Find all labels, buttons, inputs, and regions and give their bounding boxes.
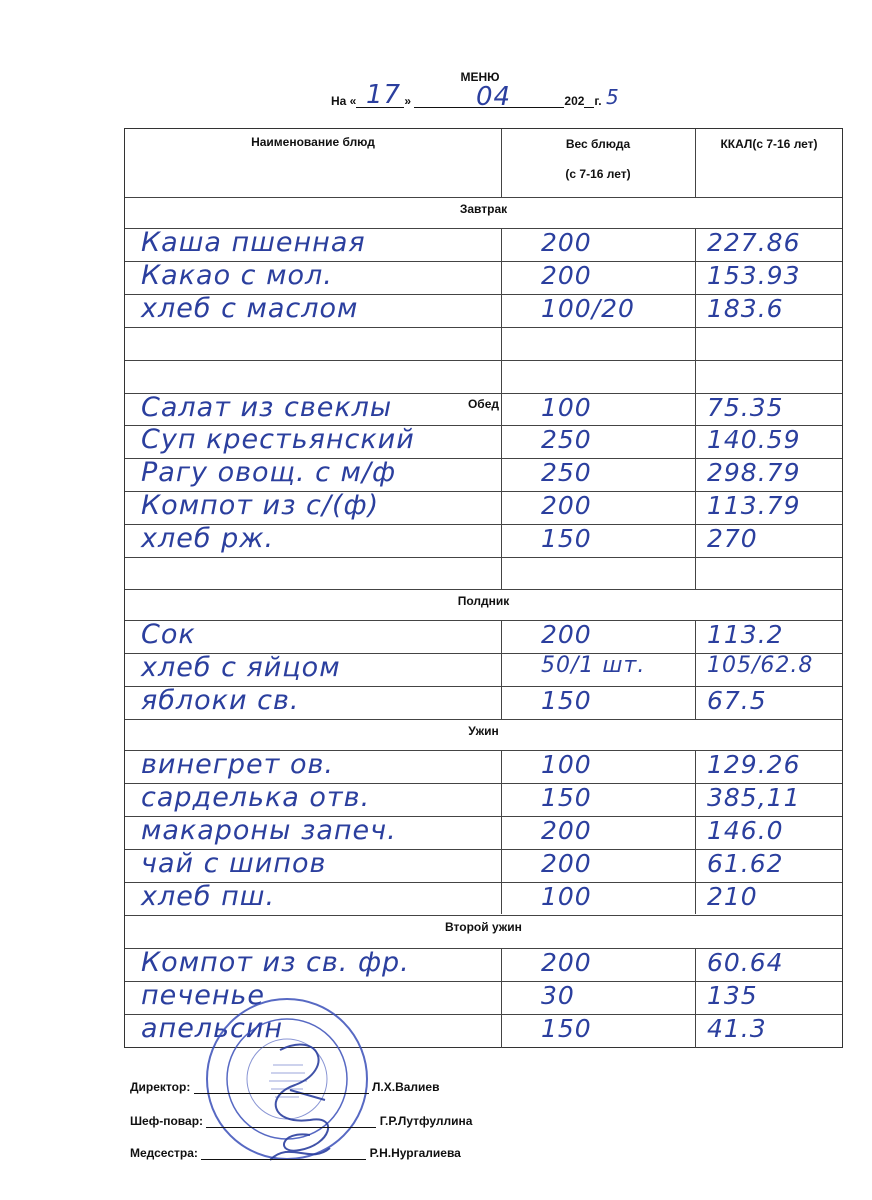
dish-weight: 200 [541, 620, 592, 649]
row-divider [125, 589, 842, 590]
dish-name: хлеб рж. [141, 523, 275, 554]
dish-name: хлеб с маслом [141, 293, 359, 324]
dish-kcal: 183.6 [707, 294, 784, 323]
table-row [125, 459, 842, 491]
dish-kcal: 227.86 [707, 228, 801, 257]
table-row [125, 949, 842, 981]
table-row [125, 883, 842, 915]
dish-name: Какао с мол. [141, 260, 333, 291]
date-end: г. [594, 94, 602, 108]
handwritten-year-digit: 5 [606, 85, 620, 109]
dish-kcal: 146.0 [707, 816, 784, 845]
row-divider [125, 719, 842, 720]
table-row [125, 784, 842, 816]
table-row [125, 229, 842, 261]
dish-name: Салат из свеклы [141, 392, 393, 423]
table-row [125, 262, 842, 294]
table-row [125, 687, 842, 719]
table-row [125, 751, 842, 783]
col-header-name: Наименование блюд [251, 135, 375, 149]
dish-weight: 100 [541, 882, 592, 911]
dish-kcal: 298.79 [707, 458, 801, 487]
dish-name: хлеб пш. [141, 881, 276, 912]
dish-weight: 150 [541, 1014, 592, 1043]
dish-weight: 150 [541, 524, 592, 553]
dish-name: апельсин [141, 1013, 284, 1044]
row-divider [125, 557, 842, 558]
dish-kcal: 61.62 [707, 849, 784, 878]
table-row [125, 850, 842, 882]
dish-weight: 150 [541, 686, 592, 715]
table-row [125, 621, 842, 653]
dish-weight: 200 [541, 816, 592, 845]
dish-kcal: 113.79 [707, 491, 801, 520]
date-mid: » [404, 94, 412, 108]
dish-kcal: 140.59 [707, 425, 801, 454]
col-header-weight-age: (с 7-16 лет) [565, 167, 631, 181]
table-row [125, 817, 842, 849]
director-label: Директор: [130, 1080, 191, 1094]
dish-weight: 50/1 шт. [541, 653, 646, 678]
table-row [125, 654, 842, 686]
table-row [125, 426, 842, 458]
dish-weight: 250 [541, 458, 592, 487]
section-snack: Полдник [457, 594, 510, 608]
page-title: МЕНЮ [460, 70, 500, 84]
dish-weight: 200 [541, 228, 592, 257]
section-second-dinner: Второй ужин [445, 920, 522, 934]
table-row [125, 394, 842, 426]
menu-table [124, 128, 843, 1048]
col-divider [695, 129, 696, 197]
date-suffix: 202 [564, 94, 585, 108]
dish-kcal: 385,11 [707, 783, 801, 812]
nurse-line [201, 1147, 366, 1160]
table-row [125, 525, 842, 557]
col-header-kcal: ККАЛ(с 7-16 лет) [720, 137, 818, 151]
dish-kcal: 75.35 [707, 393, 784, 422]
signature-chef [130, 1114, 472, 1128]
col-divider [501, 129, 502, 197]
row-divider [125, 360, 842, 361]
dish-weight: 100/20 [541, 294, 635, 323]
year-blank [584, 93, 594, 108]
chef-name: Г.Р.Лутфуллина [379, 1114, 473, 1128]
dish-kcal: 105/62.8 [707, 653, 814, 678]
director-line [194, 1081, 369, 1094]
table-row [125, 492, 842, 524]
dish-kcal: 129.26 [707, 750, 801, 779]
date-prefix: На « [331, 94, 357, 108]
dish-weight: 100 [541, 750, 592, 779]
nurse-label: Медсестра: [130, 1146, 198, 1160]
dish-kcal: 153.93 [707, 261, 801, 290]
row-divider [125, 197, 842, 198]
dish-kcal: 41.3 [707, 1014, 767, 1043]
dish-name: Каша пшенная [141, 227, 366, 258]
handwritten-month: 04 [476, 82, 512, 112]
dish-weight: 30 [541, 981, 575, 1010]
dish-name: яблоки св. [141, 685, 300, 716]
dish-name: Рагу овощ. с м/ф [141, 457, 397, 488]
signature-nurse [130, 1146, 461, 1160]
dish-weight: 200 [541, 849, 592, 878]
dish-weight: 200 [541, 261, 592, 290]
dish-name: Компот из с/(ф) [141, 490, 380, 521]
dish-name: винегрет ов. [141, 749, 334, 780]
dish-kcal: 60.64 [707, 948, 784, 977]
section-lunch: Обед [467, 397, 500, 411]
table-row [125, 295, 842, 327]
row-divider [125, 327, 842, 328]
dish-name: чай с шипов [141, 848, 327, 879]
dish-name: Компот из св. фр. [141, 947, 410, 978]
dish-kcal: 135 [707, 981, 758, 1010]
section-breakfast: Завтрак [459, 202, 508, 216]
dish-name: Суп крестьянский [141, 424, 415, 455]
section-dinner: Ужин [468, 724, 499, 738]
dish-name: макароны запеч. [141, 815, 397, 846]
dish-weight: 100 [541, 393, 592, 422]
col-header-weight: Вес блюда [565, 137, 631, 151]
dish-weight: 200 [541, 491, 592, 520]
handwritten-day: 17 [366, 80, 402, 110]
signature-director [130, 1080, 439, 1094]
dish-name: сарделька отв. [141, 782, 371, 813]
dish-name: хлеб с яйцом [141, 652, 341, 683]
dish-weight: 150 [541, 783, 592, 812]
dish-kcal: 113.2 [707, 620, 784, 649]
dish-name: печенье [141, 980, 266, 1011]
director-name: Л.Х.Валиев [372, 1080, 440, 1094]
dish-name: Сок [141, 619, 196, 650]
nurse-name: Р.Н.Нургалиева [369, 1146, 461, 1160]
dish-weight: 200 [541, 948, 592, 977]
chef-label: Шеф-повар: [130, 1114, 204, 1128]
chef-line [206, 1115, 376, 1128]
dish-weight: 250 [541, 425, 592, 454]
dish-kcal: 210 [707, 882, 758, 911]
dish-kcal: 270 [707, 524, 758, 553]
dish-kcal: 67.5 [707, 686, 767, 715]
row-divider [125, 915, 842, 916]
